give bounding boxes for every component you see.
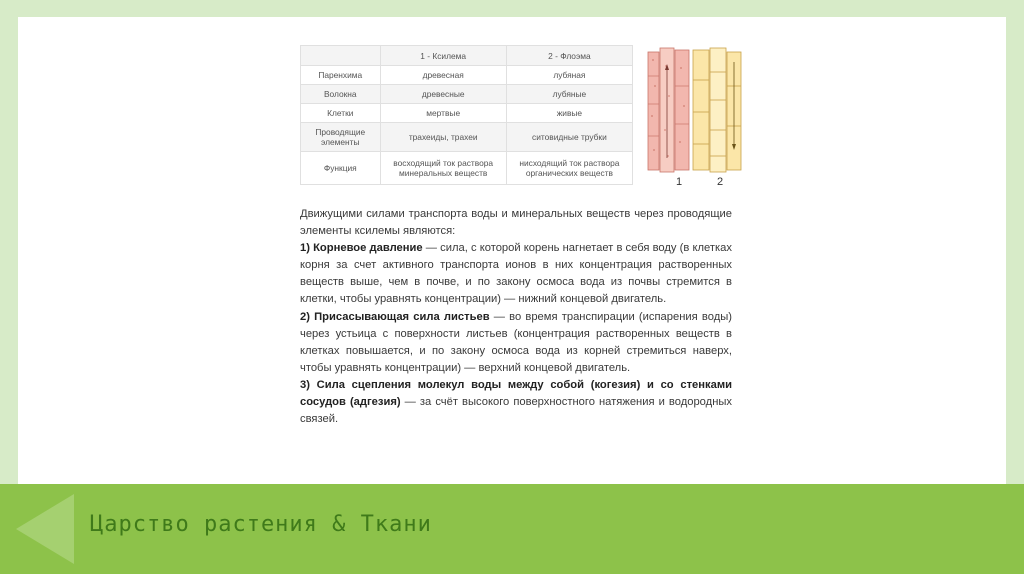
paragraph-text: — во время транспирации (испарения воды) через устьица с поверхности листьев (концентрация растворенных веществ в клетках повышается, и по закону осмоса вода из корней стремиться наверх, чтобы уравнять концентрации) — верхний концевой двигатель. xyxy=(300,310,732,374)
phloem-cell: нисходящий ток раствора органических веществ xyxy=(506,152,632,185)
body-text xyxy=(300,206,732,428)
paragraph-text: — за счёт высокого поверхностного натяжения и водородных связей. xyxy=(300,396,733,426)
slide-title: Царство растения & Ткани xyxy=(90,512,432,537)
term-cohesion: 3) Сила сцепления молекул воды между собой (когезия) и со стенками сосудов (адгезия) xyxy=(300,378,732,409)
term-root-pressure: 1) Корневое давление xyxy=(300,242,423,255)
xylem-cell: трахеиды, трахеи xyxy=(380,123,506,152)
paragraph-root-pressure xyxy=(300,240,732,308)
phloem-cell: лубяная xyxy=(506,66,632,85)
figure-label-xylem: 1 xyxy=(676,176,683,188)
footer-bar xyxy=(0,484,1024,574)
table-header-cell xyxy=(301,46,381,66)
row-label: Функция xyxy=(301,152,381,185)
row-label: Проводящие элементы xyxy=(301,123,381,152)
paragraph-text: — сила, с которой корень нагнетает в себя воду (в клетках корня за счет активного транспорта ионов в них концентрация растворенных веществ выше, чем в почве, и по закону осмоса вода из почвы стремится в клетки, чтобы уравнять концентрации) — нижний концевой двигатель. xyxy=(300,242,732,306)
comparison-table xyxy=(300,45,633,185)
table-row xyxy=(301,152,633,185)
table-row xyxy=(301,66,633,85)
row-label: Паренхима xyxy=(301,66,381,85)
table-header-xylem: 1 - Ксилема xyxy=(380,46,506,66)
term-leaf-suction: 2) Присасывающая сила листьев xyxy=(300,310,490,323)
table-row xyxy=(301,123,633,152)
phloem-cell: ситовидные трубки xyxy=(506,123,632,152)
table-row xyxy=(301,85,633,104)
row-label: Клетки xyxy=(301,104,381,123)
table-header-phloem: 2 - Флоэма xyxy=(506,46,632,66)
xylem-phloem-illustration xyxy=(646,46,746,174)
xylem-cell: мертвые xyxy=(380,104,506,123)
phloem-cell: лубяные xyxy=(506,85,632,104)
paragraph-cohesion xyxy=(300,377,732,428)
figure-label-phloem: 2 xyxy=(717,176,724,188)
xylem-cell: древесные xyxy=(380,85,506,104)
table-header-row xyxy=(301,46,633,66)
table-row xyxy=(301,104,633,123)
phloem-cell: живые xyxy=(506,104,632,123)
row-label: Волокна xyxy=(301,85,381,104)
xylem-cell: восходящий ток раствора минеральных веществ xyxy=(380,152,506,185)
xylem-cell: древесная xyxy=(380,66,506,85)
back-arrow-icon[interactable] xyxy=(14,492,76,566)
intro-paragraph: Движущими силами транспорта воды и минеральных веществ через проводящие элементы ксилемы являются: xyxy=(300,208,732,238)
paragraph-leaf-suction xyxy=(300,309,732,377)
